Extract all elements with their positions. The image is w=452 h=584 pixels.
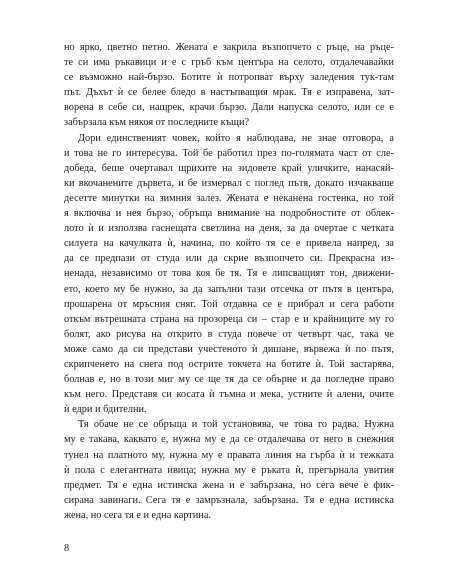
text-line: десетте минутки на зимния залез. Жената е неканена гостенка, но той — [64, 192, 394, 204]
text-line: и това не го интересува. Той бе работил през по-голямата част от сле- — [64, 147, 394, 159]
paragraph — [64, 40, 394, 131]
text-line: скрипченето на снега под острите токчета на ботите ѝ. Той застарява, — [64, 358, 394, 370]
text-line: но ярко, цветно петно. Жената е закрила възпопчето с ръце, на ръце- — [64, 42, 394, 53]
text-line: Дори единственият човек, който я наблюдава, не знае отговора, а — [78, 132, 394, 144]
text-line: път. Дъхът ѝ се белее бледо в настъпващия мрак. Тя е изправена, зат- — [64, 87, 394, 99]
text-line: може само да си представи учестеното ѝ дишане, вървежа ѝ по пътя, — [64, 343, 394, 355]
text-line: ненада, независимо от това коя бе тя. Тя е липсващият тон, движени- — [64, 268, 394, 280]
text-line: ѝ едри и бдителни. — [64, 404, 147, 416]
text-line: жена, но сега тя е и една картина. — [64, 509, 211, 521]
text-line: към него. Представя си косата ѝ тъмна и мека, устните ѝ алени, очите — [64, 389, 394, 401]
text-line: да се предпази от студа или да скрие възпопчето си. Прекрасна из- — [64, 253, 394, 265]
page-number: 8 — [64, 543, 70, 554]
text-line: прошарена от мръсния сняг. Той отдавна се е прибрал и сега работи — [64, 298, 394, 310]
text-line: добеда, беше очертавал щрихите на зидовете край уличките, нанасяй- — [64, 162, 394, 174]
paragraph — [64, 417, 394, 523]
text-line: откъм вътрешната страна на прозореца си – стар е и крайниците му го — [64, 313, 394, 325]
text-line: забързала към някоя от последните къщи? — [64, 117, 250, 129]
text-line: ѝ пола с елегантната ивица; нужна му е ръката ѝ, прегърнала увития — [64, 464, 394, 476]
text-line: силуета на качулката ѝ, начина, по който тя се е привела напред, за — [64, 238, 394, 250]
text-line: сирана завинаги. Сега тя е замръзнала, забързана. Тя е една истинска — [64, 494, 394, 506]
text-line: те си има ръкавици и е с гръб към центъра на селото, отдалечавайки — [64, 57, 394, 69]
text-line: Тя обаче не се обръща и той установява, че това го радва. Нужна — [78, 419, 394, 431]
text-line: я включва и нея бързо, обръща внимание на подробностите от облек- — [64, 208, 394, 220]
body-text — [64, 40, 394, 523]
text-line: болнав е, но в този миг му се ще тя да се обърне и да погледне право — [64, 374, 394, 386]
text-line: се възможно най-бързо. Ботите ѝ потропват върху заледения тук-там — [64, 72, 394, 84]
text-line: тунел на платното му, нужна му е правата линия на гърба ѝ и тежката — [64, 449, 394, 461]
text-line: лото ѝ и използва гаснещата светлина на деня, за да очертае с четката — [64, 223, 394, 235]
text-line: ки вкочанените дървета, и бе измервал с поглед пътя, докато изчакваше — [64, 177, 394, 189]
text-line: ето, което му бе нужно, за да запълни тази отсечка от пътя в центъра, — [64, 283, 394, 295]
text-line: му е такава, каквато е, нужна му е да се отдалечава от него в снежния — [64, 434, 394, 446]
text-line: предмет. Тя е една истинска жена и е забързана, но сега вече е фик- — [64, 479, 394, 491]
text-line: ворена в себе си, нащрек, крачи бързо. Дали напуска селото, или се е — [64, 102, 394, 114]
text-line: болят, ако рисува на открито в студа повече от четвърт час, така че — [64, 328, 394, 340]
paragraph — [64, 131, 394, 418]
